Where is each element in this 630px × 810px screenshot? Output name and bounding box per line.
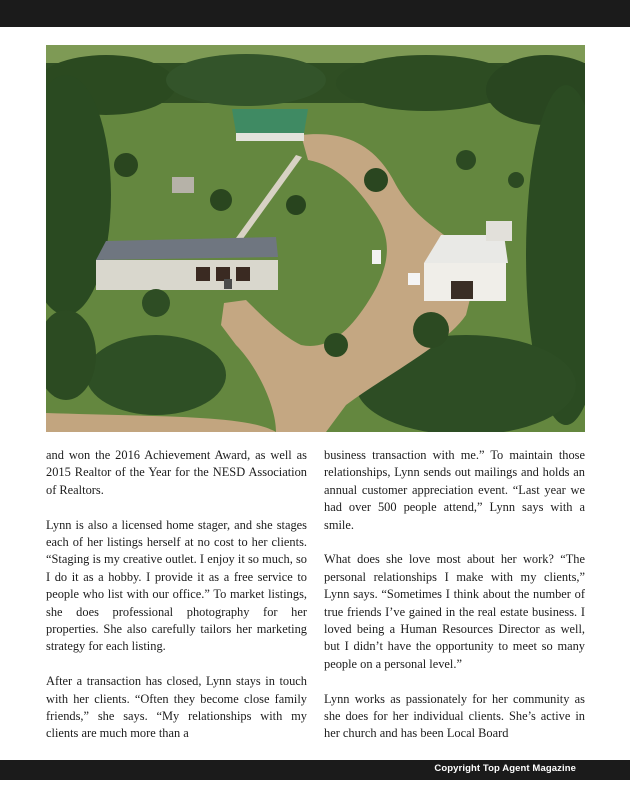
footer-bar bbox=[0, 760, 630, 780]
paragraph: and won the 2016 Achievement Award, as well as 2015 Realtor of the Year for the NESD Association of Realtors. bbox=[46, 448, 307, 497]
aerial-property-photo bbox=[46, 45, 585, 432]
copyright-text: Copyright Top Agent Magazine bbox=[434, 763, 576, 774]
paragraph: Lynn is also a licensed home stager, and she stages each of her listings herself at no cost to her clients. “Staging is my creative outlet. I enjoy it so much, so I do it as a hobby. I provide it as a free service to people who list with our office.” To market listings, she does professional photography for her properties. She also carefully tailors her marketing strategy for each listing. bbox=[46, 517, 307, 654]
paragraph: business transaction with me.” To maintain those relationships, Lynn sends out mailings and holds an annual customer appreciation event. “Last year we had over 500 people attend,” Lynn says with a smile. bbox=[324, 448, 585, 532]
top-bar bbox=[0, 0, 630, 27]
paragraph: Lynn works as passionately for her community as she does for her individual clients. She’s active in her church and has been Local Board bbox=[324, 691, 585, 741]
article-column-left bbox=[46, 447, 307, 760]
paragraph: After a transaction has closed, Lynn stays in touch with her clients. “Often they become close family friends,” she says. “My relationships with my clients are much more than a bbox=[46, 674, 307, 741]
paragraph: What does she love most about her work? “The personal relationships I make with my clients,” Lynn says. “Sometimes I think about the number of true friends I’ve gained in the real estate business. I loved being a Human Resources Director as well, but I didn’t have the opportunity to meet so many people on a personal level.” bbox=[324, 552, 585, 671]
article-column-right bbox=[324, 447, 585, 760]
